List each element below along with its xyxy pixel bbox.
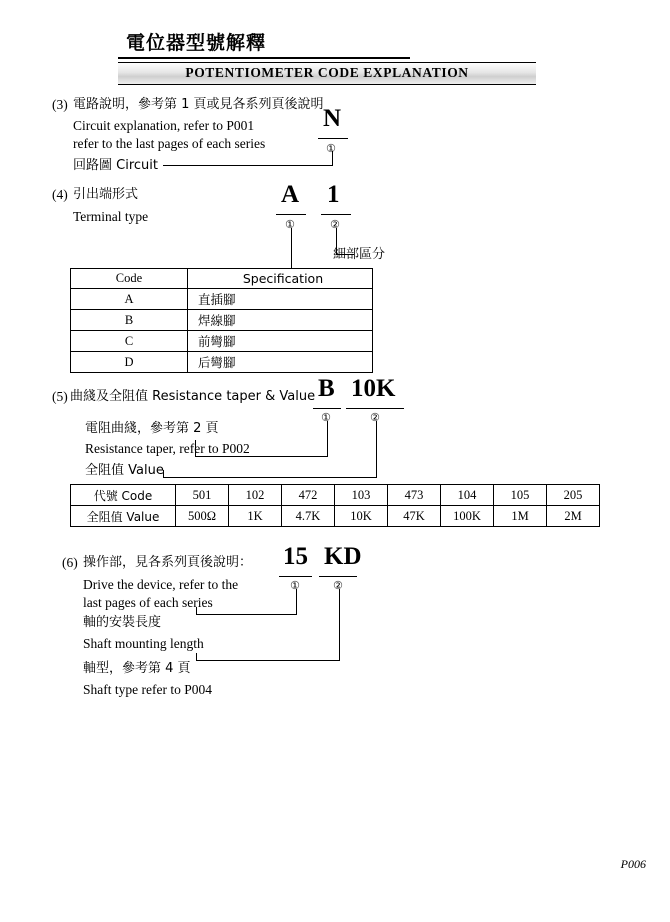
section-6-marker-1: ① — [290, 579, 300, 592]
section-5-line1: 電阻曲綫，參考第 2 頁 — [85, 421, 219, 436]
table-row — [71, 331, 373, 352]
section-5-connector-2-h — [163, 477, 377, 478]
section-4-marker-2: ② — [330, 218, 340, 231]
section-3-line1: 電路說明，參考第 1 頁或見各系列頁後說明 — [73, 97, 324, 112]
section-6-code-1: 15 — [283, 543, 308, 570]
section-3-line2: Circuit explanation, refer to P001 — [73, 118, 255, 133]
terminal-header-spec: Specification — [188, 269, 373, 289]
section-3-circuit-label: 回路圖 Circuit — [73, 158, 158, 173]
value-val-4: 47K — [388, 506, 441, 527]
section-3-connector-h — [163, 165, 333, 166]
section-4-code-2: 1 — [327, 181, 340, 208]
page-title-cn: 電位器型號解釋 — [126, 32, 267, 54]
section-3-code-underline — [318, 138, 348, 139]
value-val-1: 1K — [229, 506, 282, 527]
terminal-code-d: D — [71, 352, 188, 373]
section-4-code-1: A — [281, 181, 300, 208]
section-6-connector-1-v — [296, 589, 297, 614]
section-3-code: N — [323, 105, 342, 132]
value-val-6: 1M — [494, 506, 547, 527]
section-5-connector-2-v2 — [163, 470, 164, 478]
section-6-connector-2-v — [339, 589, 340, 660]
section-5-marker-1: ① — [321, 411, 331, 424]
section-6-line3: last pages of each series — [83, 595, 213, 610]
value-code-5: 104 — [441, 485, 494, 506]
section-5-line3: 全阻值 Value — [85, 463, 164, 478]
section-5-code-2: 10K — [351, 375, 396, 402]
table-row — [71, 310, 373, 331]
section-5-code-1: B — [318, 375, 335, 402]
section-6-label-1-en: Shaft mounting length — [83, 636, 204, 651]
section-6-connector-2-v2 — [196, 653, 197, 661]
value-val-7: 2M — [547, 506, 600, 527]
section-5-connector-1-v2 — [195, 440, 196, 457]
section-4-code2-underline — [321, 214, 351, 215]
section-5-title: 曲綫及全阻值 Resistance taper & Value — [70, 389, 316, 404]
terminal-code-a: A — [71, 289, 188, 310]
section-3-number: (3) — [52, 97, 68, 112]
value-code-2: 472 — [282, 485, 335, 506]
section-4-code1-underline — [276, 214, 306, 215]
section-6-connector-1-h — [196, 614, 297, 615]
terminal-code-c: C — [71, 331, 188, 352]
section-6-connector-2-h — [196, 660, 340, 661]
section-5-number: (5) — [52, 389, 68, 404]
terminal-spec-d: 后彎腳 — [188, 352, 373, 373]
section-6-code-2: KD — [324, 543, 362, 570]
section-4-detail-label: 細部區分 — [333, 247, 386, 262]
section-4-connector-1 — [291, 228, 292, 268]
section-3-line3: refer to the last pages of each series — [73, 136, 266, 151]
page-title-en: POTENTIOMETER CODE EXPLANATION — [118, 62, 536, 85]
title-rule — [118, 57, 410, 59]
section-6-connector-1-v2 — [196, 607, 197, 615]
section-4-number: (4) — [52, 187, 68, 202]
table-row — [71, 352, 373, 373]
table-row — [71, 485, 600, 506]
value-val-3: 10K — [335, 506, 388, 527]
section-6-line2: Drive the device, refer to the — [83, 577, 239, 592]
section-6-marker-2: ② — [333, 579, 343, 592]
section-4-line2: Terminal type — [73, 209, 149, 224]
section-6-line1: 操作部，見各系列頁後說明： — [83, 555, 253, 570]
section-4-line1: 引出端形式 — [73, 187, 139, 202]
section-5-connector-2-v — [376, 421, 377, 477]
value-code-1: 102 — [229, 485, 282, 506]
section-5-connector-1-h — [195, 456, 328, 457]
table-row — [71, 506, 600, 527]
section-5-marker-2: ② — [370, 411, 380, 424]
value-code-7: 205 — [547, 485, 600, 506]
section-5-connector-1-v — [327, 421, 328, 456]
value-row-header-value: 全阻值 Value — [71, 506, 176, 527]
section-3-marker-1: ① — [326, 142, 336, 155]
section-6-label-2-en: Shaft type refer to P004 — [83, 682, 212, 697]
terminal-header-code: Code — [71, 269, 188, 289]
terminal-spec-a: 直插腳 — [188, 289, 373, 310]
value-code-4: 473 — [388, 485, 441, 506]
page-number: P006 — [620, 857, 646, 871]
value-code-0: 501 — [176, 485, 229, 506]
terminal-type-table — [70, 268, 373, 373]
value-row-header-code: 代號 Code — [71, 485, 176, 506]
value-val-5: 100K — [441, 506, 494, 527]
section-6-number: (6) — [62, 555, 78, 570]
value-code-6: 105 — [494, 485, 547, 506]
section-3-connector-v — [332, 151, 333, 166]
value-val-0: 500Ω — [176, 506, 229, 527]
section-5-line2: Resistance taper, refer to P002 — [85, 441, 250, 456]
value-code-3: 103 — [335, 485, 388, 506]
table-row — [71, 289, 373, 310]
terminal-spec-c: 前彎腳 — [188, 331, 373, 352]
terminal-code-b: B — [71, 310, 188, 331]
terminal-spec-b: 焊線腳 — [188, 310, 373, 331]
resistance-value-table — [70, 484, 600, 527]
section-6-label-2-cn: 軸型，參考第 4 頁 — [83, 661, 191, 676]
page-header — [118, 28, 536, 85]
table-header-row — [71, 269, 373, 289]
section-4-marker-1: ① — [285, 218, 295, 231]
section-6-label-1-cn: 軸的安裝長度 — [83, 615, 162, 630]
value-val-2: 4.7K — [282, 506, 335, 527]
